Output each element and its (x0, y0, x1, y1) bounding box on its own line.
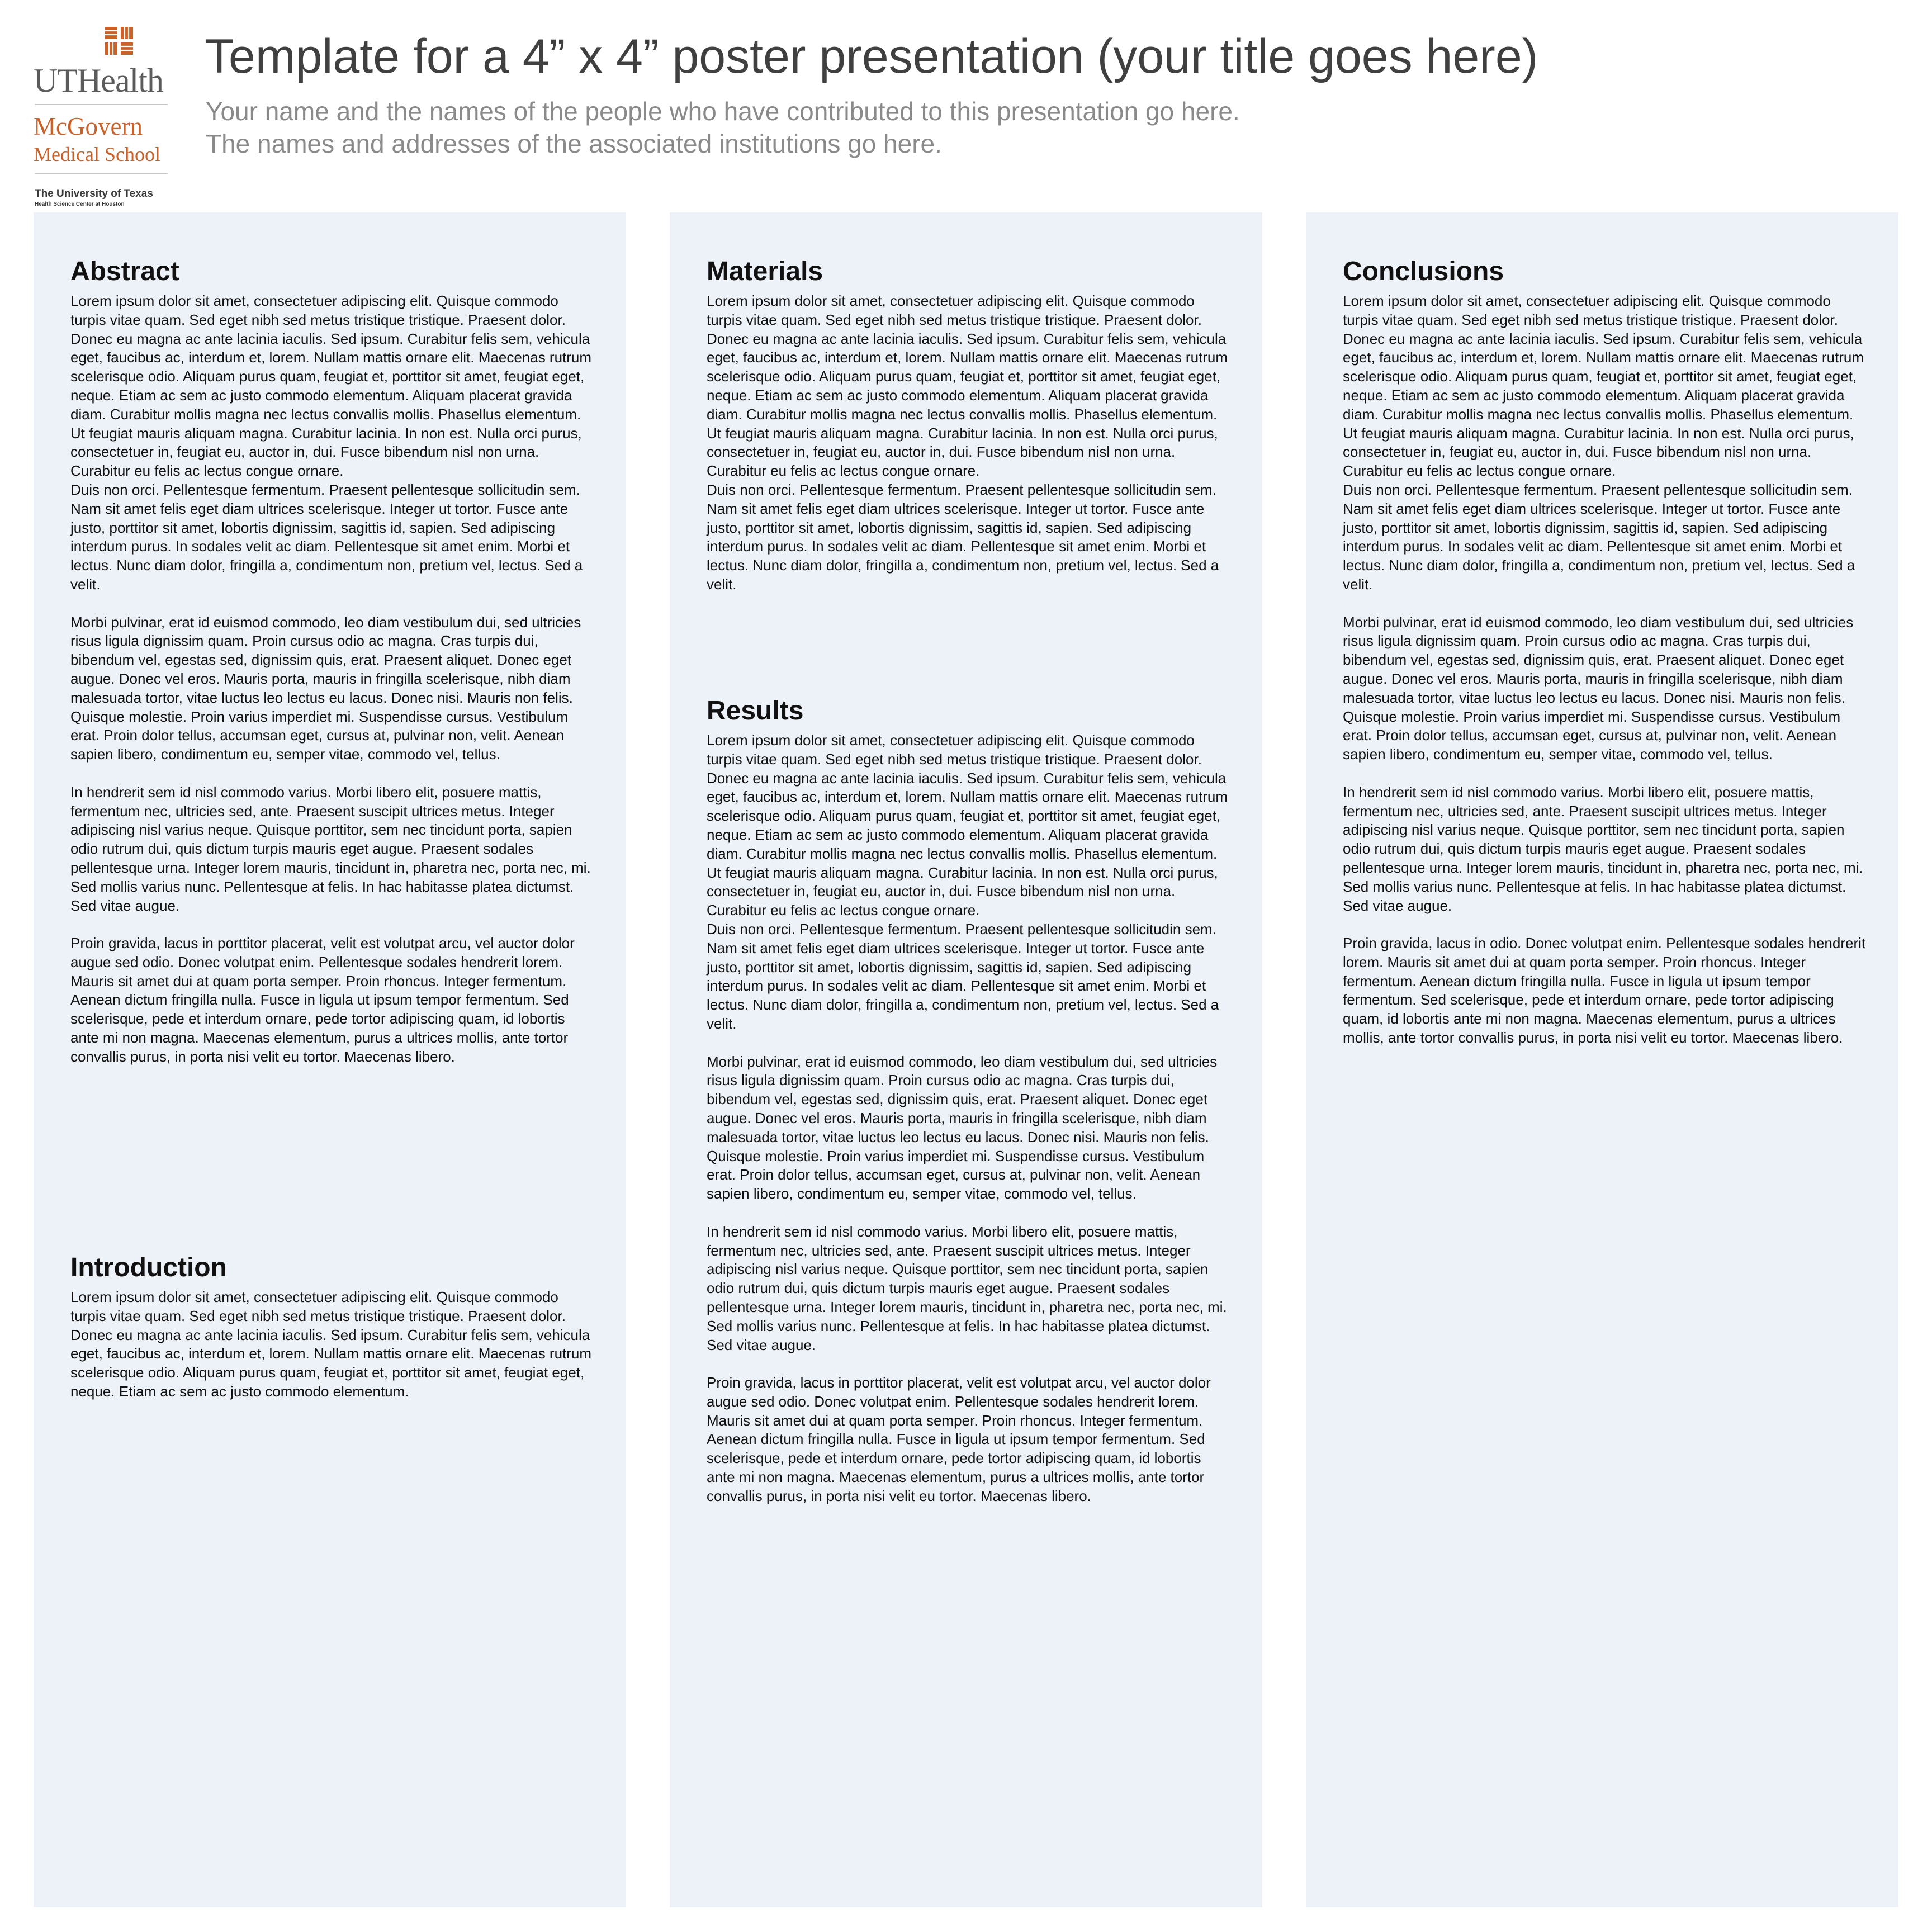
left-column (34, 212, 626, 1907)
conclusions-section (1343, 255, 1868, 1048)
results-paragraph: Morbi pulvinar, erat id euismod commodo, leo diam vestibulum dui, sed ultricies risus ligula dignissim quam. Proin cursus odio ac magna. Cras turpis dui, bibendum vel, egestas sed, dignissim quis, erat. Praesent aliquet. Donec eget augue. Donec vel eros. Mauris porta, mauris in fringilla scelerisque, nibh diam malesuada tortor, vitae luctus leo lectus eu lacus. Donec nisi. Mauris non felis. Quisque molestie. Proin varius imperdiet mi. Suspendisse cursus. Vestibulum erat. Proin dolor tellus, accumsan eget, cursus at, pulvinar non, velit. Aenean sapien libero, condimentum eu, semper vitae, commodo vel, tellus. (707, 1053, 1218, 1202)
institution-line: The names and addresses of the associated institutions go here. (206, 129, 942, 158)
results-paragraph: In hendrerit sem id nisl commodo varius. Morbi libero elit, posuere mattis, fermentum nec, ultricies sed, ante. Praesent suscipit ultrices metus. Integer adipiscing nisl varius neque. Quisque porttitor, sem nec tincidunt porta, sapien odio rutrum dui, quis dictum turpis mauris eget augue. Praesent sodales pellentesque urna. Integer lorem mauris, tincidunt in, pharetra nec, porta nec, mi. Sed mollis varius nunc. Pellentesque at felis. In hac habitasse platea dictumst. Sed vitae augue. (707, 1223, 1227, 1353)
middle-column (670, 212, 1262, 1907)
introduction-heading: Introduction (70, 1253, 227, 1282)
results-body (707, 731, 1232, 1506)
logo-university: The University of Texas (35, 188, 153, 200)
results-heading: Results (707, 696, 804, 726)
introduction-body (70, 1288, 596, 1401)
conclusions-paragraph: Proin gravida, lacus in odio. Donec volutpat enim. Pellentesque sodales hendrerit lorem. Mauris sit amet dui at quam porta semper. Proin rhoncus. Integer fermentum. Aenean dictum fringilla nulla. Fusce in ligula ut ipsum tempor fermentum. Sed scelerisque, pede et interdum ornare, pede tortor adipiscing quam, id lobortis ante mi non magna. Maecenas elementum, purus a ultrices mollis, ante tortor convallis purus, in porta nisi velit eu tortor. Maecenas libero. (1343, 935, 1866, 1046)
logo-school-line1: McGovern (34, 112, 143, 140)
logo-brand: UTHealth (34, 62, 163, 99)
logo-divider-2 (35, 173, 168, 174)
author-line: Your name and the names of the people who have contributed to this presentation go here. (206, 97, 1240, 126)
conclusions-paragraph: Morbi pulvinar, erat id euismod commodo, leo diam vestibulum dui, sed ultricies risus ligula dignissim quam. Proin cursus odio ac magna. Cras turpis dui, bibendum vel, egestas sed, dignissim quis, erat. Praesent aliquet. Donec eget augue. Donec vel eros. Mauris porta, mauris in fringilla scelerisque, nibh diam malesuada tortor, vitae luctus leo lectus eu lacus. Donec nisi. Mauris non felis. Quisque molestie. Proin varius imperdiet mi. Suspendisse cursus. Vestibulum erat. Proin dolor tellus, accumsan eget, cursus at, pulvinar non, velit. Aenean sapien libero, condimentum eu, semper vitae, commodo vel, tellus. (1343, 613, 1854, 763)
abstract-paragraph: Morbi pulvinar, erat id euismod commodo, leo diam vestibulum dui, sed ultricies risus ligula dignissim quam. Proin cursus odio ac magna. Cras turpis dui, bibendum vel, egestas sed, dignissim quis, erat. Praesent aliquet. Donec eget augue. Donec vel eros. Mauris porta, mauris in fringilla scelerisque, nibh diam malesuada tortor, vitae luctus leo lectus eu lacus. Donec nisi. Mauris non felis. Quisque molestie. Proin varius imperdiet mi. Suspendisse cursus. Vestibulum erat. Proin dolor tellus, accumsan eget, cursus at, pulvinar non, velit. Aenean sapien libero, condimentum eu, semper vitae, commodo vel, tellus. (70, 613, 581, 763)
results-paragraph: Lorem ipsum dolor sit amet, consectetuer adipiscing elit. Quisque commodo turpis vitae quam. Sed eget nibh sed metus tristique tristique. Praesent dolor. Donec eu magna ac ante lacinia iaculis. Sed ipsum. Curabitur felis sem, vehicula eget, faucibus ac, interdum et, lorem. Nullam mattis ornare elit. Maecenas rutrum scelerisque odio. Aliquam purus quam, feugiat et, porttitor sit amet, feugiat eget, neque. Etiam ac sem ac justo commodo elementum. Aliquam placerat gravida diam. Curabitur mollis magna nec lectus convallis mollis. Phasellus elementum. Ut feugiat mauris aliquam magna. Curabitur lacinia. In non est. Nulla orci purus, consectetuer in, feugiat eu, auctor in, dui. Fusce bibendum nisl non urna. Curabitur eu felis ac lectus congue ornare. Duis non orci. Pellentesque fermentum. Praesent pellentesque sollicitudin sem. Nam sit amet felis eget diam ultrices scelerisque. Integer ut tortor. Fusce ante justo, porttitor sit amet, lobortis dignissim, sagittis id, sapien. Sed adipiscing interdum purus. In sodales velit ac diam. Pellentesque sit amet enim. Morbi et lectus. Nunc diam dolor, fringilla a, condimentum non, pretium vel, lectus. Sed a velit. (707, 732, 1228, 1032)
logo-campus: Health Science Center at Houston (35, 201, 125, 207)
poster-title: Template for a 4” x 4” poster presentation (your title goes here) (205, 30, 1538, 83)
results-section (707, 694, 1232, 1506)
results-paragraph: Proin gravida, lacus in porttitor placerat, velit est volutpat arcu, vel auctor dolor augue sed odio. Donec volutpat enim. Pellentesque sodales hendrerit lorem. Mauris sit amet dui at quam porta semper. Proin rhoncus. Integer fermentum. Aenean dictum fringilla nulla. Fusce in ligula ut ipsum tempor fermentum. Sed scelerisque, pede et interdum ornare, pede tortor adipiscing quam, id lobortis ante mi non magna. Maecenas elementum, purus a ultrices mollis, ante tortor convallis purus, in porta nisi velit eu tortor. Maecenas libero. (707, 1374, 1211, 1504)
materials-heading: Materials (707, 257, 823, 286)
introduction-paragraph: Lorem ipsum dolor sit amet, consectetuer adipiscing elit. Quisque commodo turpis vitae quam. Sed eget nibh sed metus tristique tristique. Praesent dolor. Donec eu magna ac ante lacinia iaculis. Sed ipsum. Curabitur felis sem, vehicula eget, faucibus ac, interdum et, lorem. Nullam mattis ornare elit. Maecenas rutrum scelerisque odio. Aliquam purus quam, feugiat et, porttitor sit amet, feugiat eget, neque. Etiam ac sem ac justo commodo elementum. (70, 1289, 592, 1400)
conclusions-heading: Conclusions (1343, 257, 1504, 286)
abstract-paragraph: In hendrerit sem id nisl commodo varius. Morbi libero elit, posuere mattis, fermentum nec, ultricies sed, ante. Praesent suscipit ultrices metus. Integer adipiscing nisl varius neque. Quisque porttitor, sem nec tincidunt porta, sapien odio rutrum dui, quis dictum turpis mauris eget augue. Praesent sodales pellentesque urna. Integer lorem mauris, tincidunt in, pharetra nec, porta nec, mi. Sed mollis varius nunc. Pellentesque at felis. In hac habitasse platea dictumst. Sed vitae augue. (70, 783, 591, 914)
uthealth-cross-icon (103, 25, 135, 57)
conclusions-body (1343, 292, 1868, 1048)
abstract-heading: Abstract (70, 257, 179, 286)
uthealth-logo (32, 22, 172, 207)
right-column (1306, 212, 1898, 1907)
logo-school-line2: Medical School (34, 143, 160, 165)
materials-body (707, 292, 1232, 594)
conclusions-paragraph: Lorem ipsum dolor sit amet, consectetuer adipiscing elit. Quisque commodo turpis vitae quam. Sed eget nibh sed metus tristique tristique. Praesent dolor. Donec eu magna ac ante lacinia iaculis. Sed ipsum. Curabitur felis sem, vehicula eget, faucibus ac, interdum et, lorem. Nullam mattis ornare elit. Maecenas rutrum scelerisque odio. Aliquam purus quam, feugiat et, porttitor sit amet, feugiat eget, neque. Etiam ac sem ac justo commodo elementum. Aliquam placerat gravida diam. Curabitur mollis magna nec lectus convallis mollis. Phasellus elementum. Ut feugiat mauris aliquam magna. Curabitur lacinia. In non est. Nulla orci purus, consectetuer in, feugiat eu, auctor in, dui. Fusce bibendum nisl non urna. Curabitur eu felis ac lectus congue ornare. Duis non orci. Pellentesque fermentum. Praesent pellentesque sollicitudin sem. Nam sit amet felis eget diam ultrices scelerisque. Integer ut tortor. Fusce ante justo, porttitor sit amet, lobortis dignissim, sagittis id, sapien. Sed adipiscing interdum purus. In sodales velit ac diam. Pellentesque sit amet enim. Morbi et lectus. Nunc diam dolor, fringilla a, condimentum non, pretium vel, lectus. Sed a velit. (1343, 292, 1864, 593)
abstract-body (70, 292, 596, 1067)
poster-subtitle (206, 95, 1240, 160)
materials-paragraph: Lorem ipsum dolor sit amet, consectetuer adipiscing elit. Quisque commodo turpis vitae quam. Sed eget nibh sed metus tristique tristique. Praesent dolor. Donec eu magna ac ante lacinia iaculis. Sed ipsum. Curabitur felis sem, vehicula eget, faucibus ac, interdum et, lorem. Nullam mattis ornare elit. Maecenas rutrum scelerisque odio. Aliquam purus quam, feugiat et, porttitor sit amet, feugiat eget, neque. Etiam ac sem ac justo commodo elementum. Aliquam placerat gravida diam. Curabitur mollis magna nec lectus convallis mollis. Phasellus elementum. Ut feugiat mauris aliquam magna. Curabitur lacinia. In non est. Nulla orci purus, consectetuer in, feugiat eu, auctor in, dui. Fusce bibendum nisl non urna. Curabitur eu felis ac lectus congue ornare. Duis non orci. Pellentesque fermentum. Praesent pellentesque sollicitudin sem. Nam sit amet felis eget diam ultrices scelerisque. Integer ut tortor. Fusce ante justo, porttitor sit amet, lobortis dignissim, sagittis id, sapien. Sed adipiscing interdum purus. In sodales velit ac diam. Pellentesque sit amet enim. Morbi et lectus. Nunc diam dolor, fringilla a, condimentum non, pretium vel, lectus. Sed a velit. (707, 292, 1228, 593)
logo-divider (35, 104, 168, 105)
abstract-section (70, 255, 596, 1067)
materials-section (707, 255, 1232, 594)
abstract-paragraph: Proin gravida, lacus in porttitor placerat, velit est volutpat arcu, vel auctor dolor augue sed odio. Donec volutpat enim. Pellentesque sodales hendrerit lorem. Mauris sit amet dui at quam porta semper. Proin rhoncus. Integer fermentum. Aenean dictum fringilla nulla. Fusce in ligula ut ipsum tempor fermentum. Sed scelerisque, pede et interdum ornare, pede tortor adipiscing quam, id lobortis ante mi non magna. Maecenas elementum, purus a ultrices mollis, ante tortor convallis purus, in porta nisi velit eu tortor. Maecenas libero. (70, 935, 575, 1065)
abstract-paragraph: Lorem ipsum dolor sit amet, consectetuer adipiscing elit. Quisque commodo turpis vitae quam. Sed eget nibh sed metus tristique tristique. Praesent dolor. Donec eu magna ac ante lacinia iaculis. Sed ipsum. Curabitur felis sem, vehicula eget, faucibus ac, interdum et, lorem. Nullam mattis ornare elit. Maecenas rutrum scelerisque odio. Aliquam purus quam, feugiat et, porttitor sit amet, feugiat eget, neque. Etiam ac sem ac justo commodo elementum. Aliquam placerat gravida diam. Curabitur mollis magna nec lectus convallis mollis. Phasellus elementum. Ut feugiat mauris aliquam magna. Curabitur lacinia. In non est. Nulla orci purus, consectetuer in, feugiat eu, auctor in, dui. Fusce bibendum nisl non urna. Curabitur eu felis ac lectus congue ornare. Duis non orci. Pellentesque fermentum. Praesent pellentesque sollicitudin sem. Nam sit amet felis eget diam ultrices scelerisque. Integer ut tortor. Fusce ante justo, porttitor sit amet, lobortis dignissim, sagittis id, sapien. Sed adipiscing interdum purus. In sodales velit ac diam. Pellentesque sit amet enim. Morbi et lectus. Nunc diam dolor, fringilla a, condimentum non, pretium vel, lectus. Sed a velit. (70, 292, 592, 593)
introduction-section (70, 1251, 596, 1401)
conclusions-paragraph: In hendrerit sem id nisl commodo varius. Morbi libero elit, posuere mattis, fermentum nec, ultricies sed, ante. Praesent suscipit ultrices metus. Integer adipiscing nisl varius neque. Quisque porttitor, sem nec tincidunt porta, sapien odio rutrum dui, quis dictum turpis mauris eget augue. Praesent sodales pellentesque urna. Integer lorem mauris, tincidunt in, pharetra nec, porta nec, mi. Sed mollis varius nunc. Pellentesque at felis. In hac habitasse platea dictumst. Sed vitae augue. (1343, 783, 1863, 914)
